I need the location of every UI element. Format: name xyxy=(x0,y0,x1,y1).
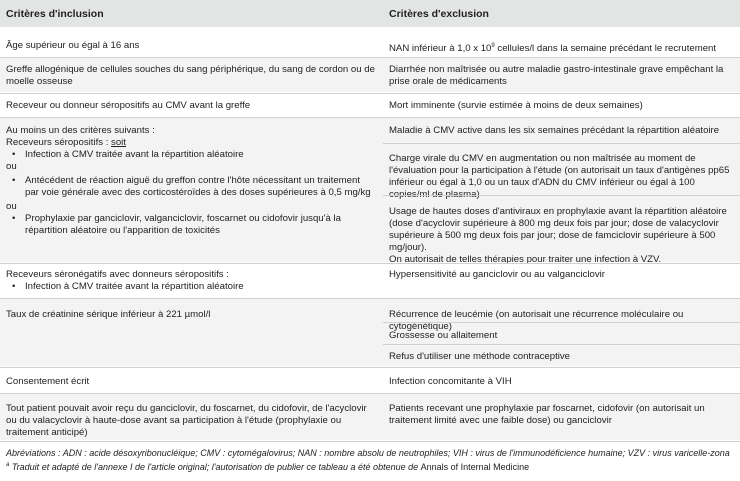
inclusion-or: ou xyxy=(6,201,17,212)
abbreviations-note: Abréviations : ADN : acide désoxyribonucléique; CMV : cytomégalovirus; NAN : nombre absolu de neutrophiles; VIH : virus de l'immunodéficience humaine; VZV : virus varicelle-zona xyxy=(6,448,730,458)
seronegative-label: Receveurs séronégatifs avec donneurs séropositifs : xyxy=(6,269,229,280)
nan-text-b: cellules/l dans la semaine précédant le recrutement xyxy=(494,43,717,55)
nan-superscript: 9 xyxy=(491,43,495,49)
translation-text: Traduit et adapté de l'annexe I de l'article original; l'autorisation de publier ce tableau a été obtenue de xyxy=(9,462,421,472)
exclusion-hiv: Infection concomitante à VIH xyxy=(389,376,512,387)
row-separator xyxy=(0,441,740,442)
vzv-text: On autorisait de telles thérapies pour traiter une infection à VZV. xyxy=(389,254,662,265)
inclusion-bullet-prophylaxis: • Prophylaxie par ganciclovir, valganciclovir, foscarnet ou cidofovir jusqu'à la répartition aléatoire ou l'apparition de toxicités xyxy=(6,213,376,237)
exclusion-pregnancy: Grossesse ou allaitement xyxy=(389,330,498,341)
inclusion-prior-antivirals: Tout patient pouvait avoir reçu du ganciclovir, du foscarnet, du cidofovir, de l'acyclovir ou du valacyclovir à haute-dose avant sa participation à l'étude (prophylaxie ou traitement anticipé) xyxy=(6,403,367,438)
header-inclusion: Critères d'inclusion xyxy=(6,8,104,20)
row-separator xyxy=(0,93,740,94)
inclusion-consent: Consentement écrit xyxy=(6,376,90,387)
exclusion-leukemia: Récurrence de leucémie (on autorisait une récurrence moléculaire ou cytogénétique) xyxy=(389,309,684,332)
row-separator xyxy=(383,344,740,345)
inclusion-bullet-cmv-treated: • Infection à CMV traitée avant la répartition aléatoire xyxy=(6,149,376,161)
inclusion-criteria-list xyxy=(6,125,376,237)
row-separator xyxy=(0,367,740,368)
row-separator xyxy=(0,263,740,264)
table-footnotes xyxy=(6,447,738,473)
inclusion-one-of: Au moins un des critères suivants : xyxy=(6,125,155,136)
inclusion-age: Âge supérieur ou égal à 16 ans xyxy=(6,40,140,51)
seropositive-either: soit xyxy=(111,137,126,148)
high-dose-text: Usage de hautes doses d'antiviraux en prophylaxie avant la répartition aléatoire (dose d'acyclovir supérieure à 800 mg deux fois par jour; dose de valacyclovir supérieure à 500 mg deux fois par jour; dose de famciclovir supérieure à 500 mg/jour). xyxy=(389,206,727,253)
exclusion-contraception: Refus d'utiliser une méthode contraceptive xyxy=(389,351,571,362)
nan-text-a: NAN inférieur à 1,0 x 10 xyxy=(389,43,492,55)
inclusion-cmv-positive: Receveur ou donneur séropositifs au CMV avant la greffe xyxy=(6,100,251,111)
inclusion-bullet-cmv-treated-2: • Infection à CMV traitée avant la répartition aléatoire xyxy=(6,281,376,293)
exclusion-viral-load: Charge virale du CMV en augmentation ou non maîtrisée au moment de l'évaluation pour la participation à l'étude (on autorisait un taux d'antigènes pp65 inférieur ou égal à 1,0 ou un taux d'ADN du CMV inférieur ou égal à 100 copies/ml de plasma) xyxy=(389,153,730,200)
row-separator xyxy=(383,143,740,144)
inclusion-or: ou xyxy=(6,161,17,172)
seropositive-label: Receveurs séropositifs : xyxy=(6,137,112,148)
row-separator xyxy=(383,322,740,323)
journal-name: Annals of Internal Medicine xyxy=(420,462,530,472)
exclusion-hypersensitivity: Hypersensitivité au ganciclovir ou au valganciclovir xyxy=(389,269,605,280)
inclusion-creatinine: Taux de créatinine sérique inférieur à 221 µmol/l xyxy=(6,309,211,320)
exclusion-nan xyxy=(389,40,735,55)
inclusion-seronegative xyxy=(6,269,376,293)
inclusion-bullet-gvhd: • Antécédent de réaction aiguë du greffon contre l'hôte nécessitant un traitement par voie générale avec des corticostéroïdes à des doses supérieures à 0,5 mg/kg xyxy=(6,175,376,199)
row-separator xyxy=(383,195,740,196)
exclusion-high-dose-antivirals xyxy=(389,206,735,266)
exclusion-cmv-disease: Maladie à CMV active dans les six semaines précédant la répartition aléatoire xyxy=(389,125,720,136)
exclusion-foscarnet: Patients recevant une prophylaxie par foscarnet, cidofovir (on autorisait un traitement limité avec une faible dose) ou ganciclovir xyxy=(389,403,705,426)
translation-note xyxy=(6,459,738,473)
header-exclusion: Critères d'exclusion xyxy=(389,8,489,20)
inclusion-graft: Greffe allogénique de cellules souches du sang périphérique, du sang de cordon ou de moelle osseuse xyxy=(6,64,375,87)
exclusion-imminent-death: Mort imminente (survie estimée à moins de deux semaines) xyxy=(389,100,643,111)
exclusion-diarrhea: Diarrhée non maîtrisée ou autre maladie gastro-intestinale grave empêchant la prise orale de médicaments xyxy=(389,64,724,87)
footnote-marker: a xyxy=(6,462,10,468)
inclusion-seropositive-recipients xyxy=(6,137,376,149)
table-header xyxy=(0,0,740,27)
